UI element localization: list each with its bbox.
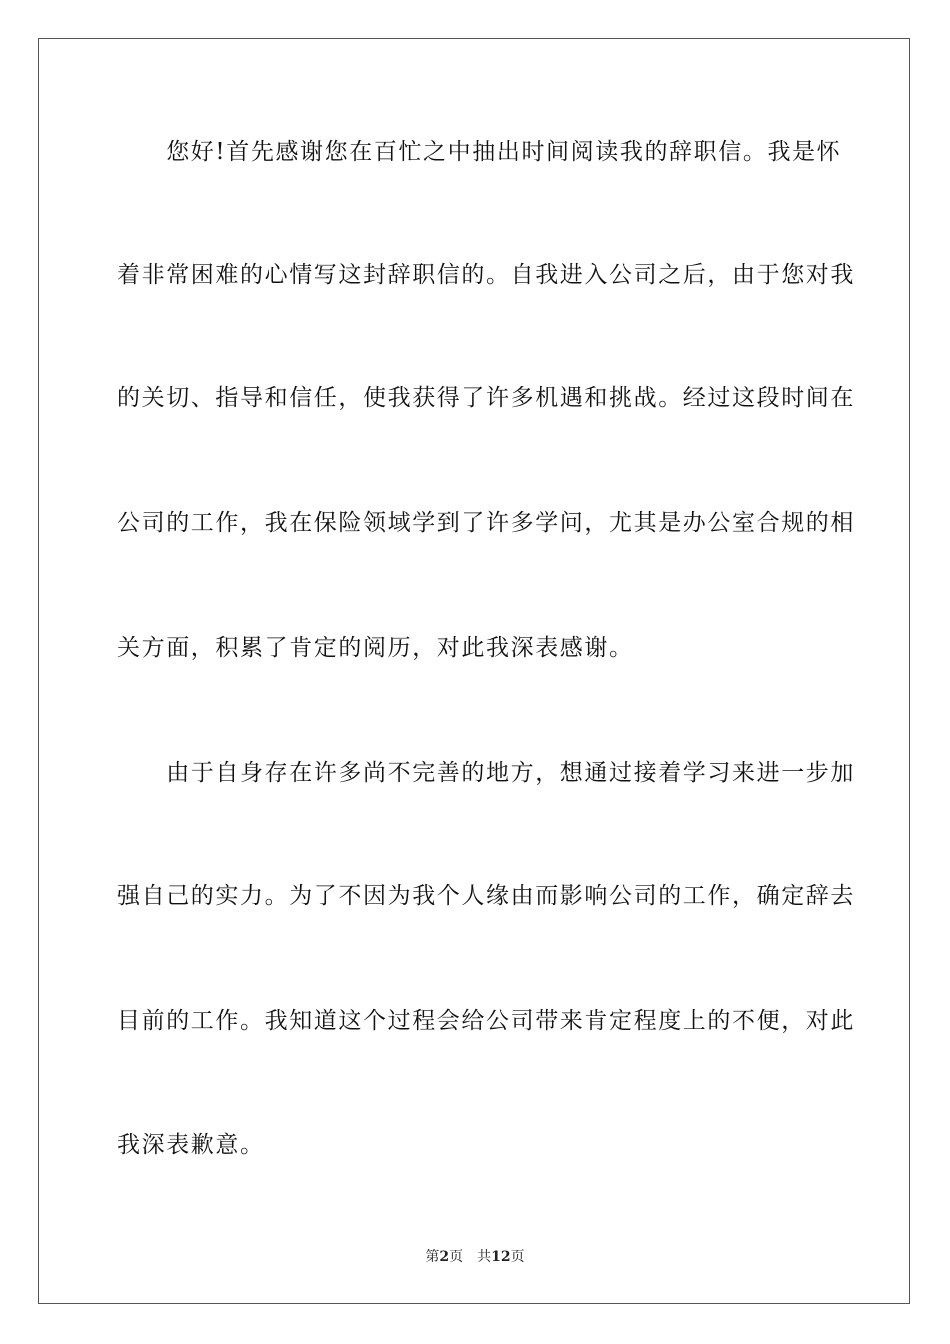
paragraph-1-line-1: 您好!首先感谢您在百忙之中抽出时间阅读我的辞职信。我是怀 — [117, 139, 842, 165]
paragraph-1-line-2: 着非常困难的心情写这封辞职信的。自我进入公司之后，由于您对我 — [117, 262, 855, 288]
total-pages: 12 — [491, 1249, 511, 1265]
paragraph-2-line-4: 我深表歉意。 — [117, 1132, 265, 1158]
total-prefix: 共 — [477, 1249, 492, 1265]
paragraph-1-line-3: 的关切、指导和信任，使我获得了许多机遇和挑战。经过这段时间在 — [117, 385, 855, 411]
total-suffix: 页 — [510, 1249, 525, 1265]
paragraph-2-line-2: 强自己的实力。为了不因为我个人缘由而影响公司的工作，确定辞去 — [117, 883, 855, 909]
page-suffix: 页 — [449, 1249, 464, 1265]
page-footer — [0, 1248, 950, 1266]
paragraph-2-line-1: 由于自身存在许多尚不完善的地方，想通过接着学习来进一步加 — [117, 760, 855, 786]
page-border — [38, 38, 910, 1304]
page-prefix: 第 — [425, 1249, 440, 1265]
page-number: 2 — [439, 1249, 450, 1265]
paragraph-1-line-5: 关方面，积累了肯定的阅历，对此我深表感谢。 — [117, 635, 634, 661]
paragraph-2-line-3: 目前的工作。我知道这个过程会给公司带来肯定程度上的不便，对此 — [117, 1008, 855, 1034]
paragraph-1-line-4: 公司的工作，我在保险领域学到了许多学问，尤其是办公室合规的相 — [117, 510, 855, 536]
